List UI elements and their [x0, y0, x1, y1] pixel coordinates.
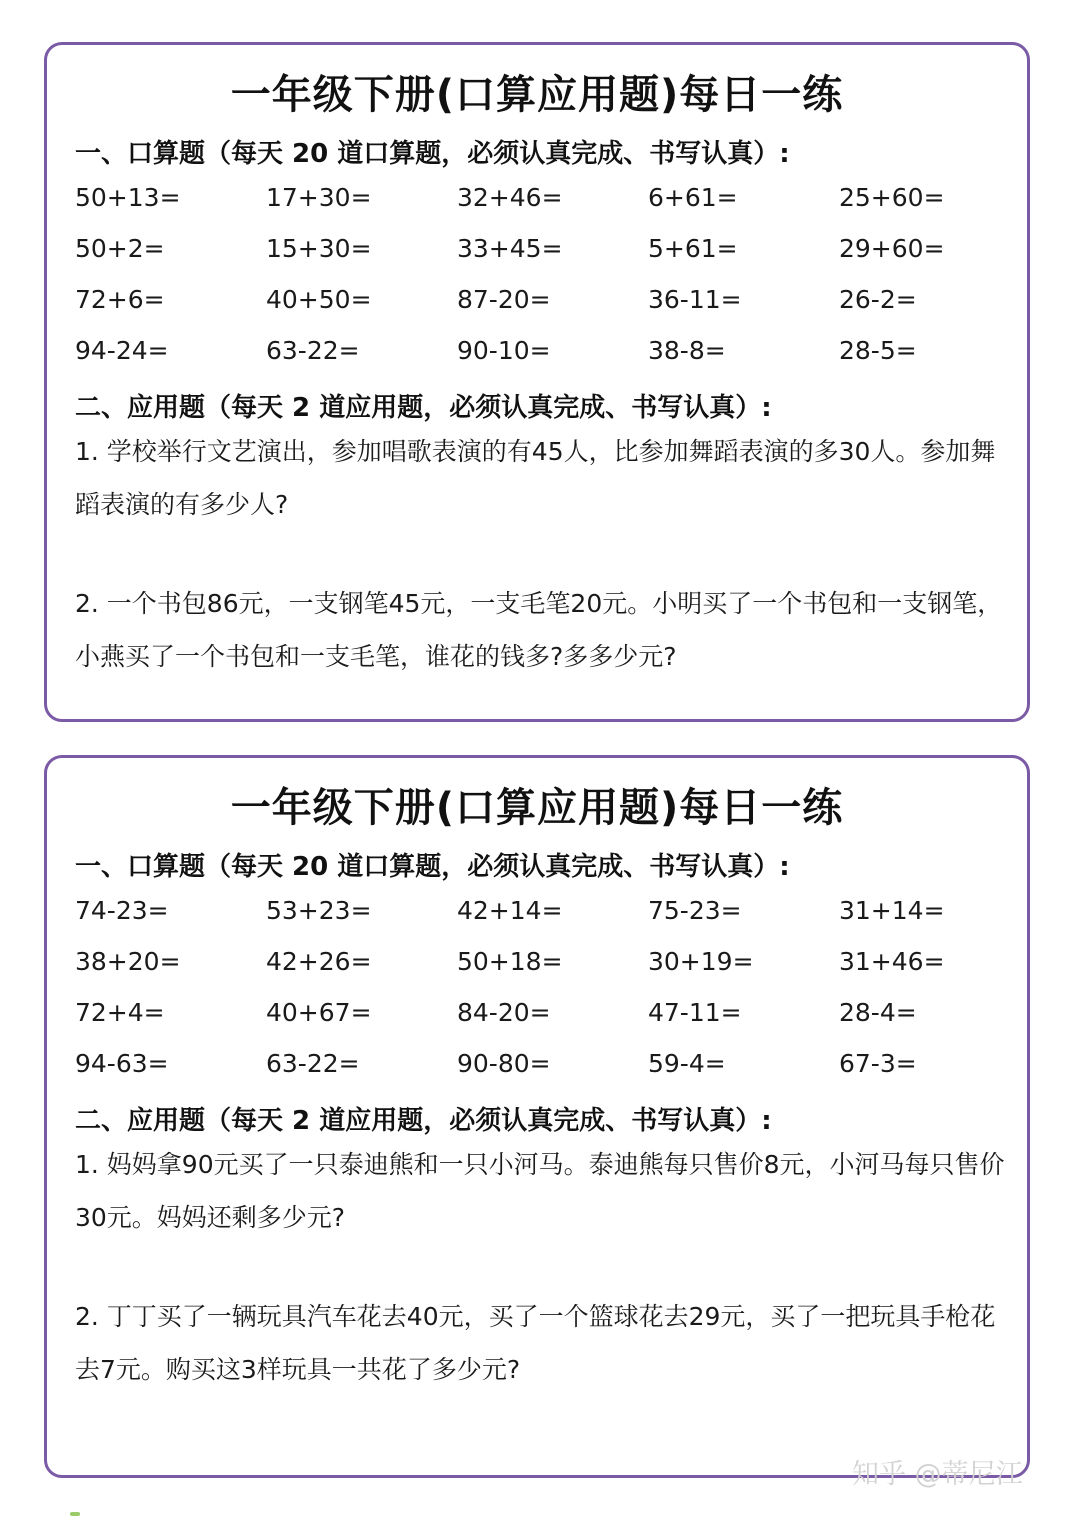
math-problem: 28-4= [839, 998, 917, 1027]
math-problem: 28-5= [839, 336, 917, 365]
math-problem: 59-4= [648, 1049, 726, 1078]
math-problem: 30+19= [648, 947, 754, 976]
math-problem: 50+2= [75, 234, 165, 263]
math-problem: 63-22= [266, 1049, 360, 1078]
math-problem: 40+50= [266, 285, 372, 314]
math-problem: 94-24= [75, 336, 169, 365]
math-problem: 50+18= [457, 947, 563, 976]
math-problem: 38+20= [75, 947, 181, 976]
math-problem: 26-2= [839, 285, 917, 314]
math-problem: 42+14= [457, 896, 563, 925]
math-problem: 31+14= [839, 896, 945, 925]
math-problem: 17+30= [266, 183, 372, 212]
watermark: 知乎 @蒂尼江 [852, 1459, 1023, 1490]
math-problem: 15+30= [266, 234, 372, 263]
section-heading-mental-math: 一、口算题（每天 20 道口算题，必须认真完成、书写认真）: [75, 852, 790, 882]
mental-math-grid [75, 896, 1035, 1100]
math-problem: 84-20= [457, 998, 551, 1027]
math-problem: 6+61= [648, 183, 738, 212]
math-problem: 36-11= [648, 285, 742, 314]
math-problem: 94-63= [75, 1049, 169, 1078]
word-problem-1: 1. 妈妈拿90元买了一只泰迪熊和一只小河马。泰迪熊每只售价8元，小河马每只售价30元。妈妈还剩多少元? [75, 1150, 1005, 1232]
math-problem: 63-22= [266, 336, 360, 365]
worksheet-card-2 [44, 755, 1030, 1478]
word-problem-2: 2. 一个书包86元，一支钢笔45元，一支毛笔20元。小明买了一个书包和一支钢笔，小燕买了一个书包和一支毛笔，谁花的钱多?多多少元? [75, 589, 1003, 671]
math-problem: 25+60= [839, 183, 945, 212]
math-problem: 47-11= [648, 998, 742, 1027]
word-problem-1: 1. 学校举行文艺演出，参加唱歌表演的有45人，比参加舞蹈表演的多30人。参加舞蹈表演的有多少人? [75, 437, 996, 519]
math-problem: 31+46= [839, 947, 945, 976]
math-problem: 72+4= [75, 998, 165, 1027]
worksheet-title: 一年级下册(口算应用题)每日一练 [230, 785, 844, 831]
math-problem: 40+67= [266, 998, 372, 1027]
math-problem: 90-10= [457, 336, 551, 365]
section-heading-word-problems: 二、应用题（每天 2 道应用题，必须认真完成、书写认真）: [75, 393, 772, 423]
math-problem: 72+6= [75, 285, 165, 314]
corner-mark [70, 1512, 80, 1516]
worksheet-card-1 [44, 42, 1030, 722]
math-problem: 33+45= [457, 234, 563, 263]
mental-math-grid [75, 183, 1035, 387]
math-problem: 50+13= [75, 183, 181, 212]
math-problem: 67-3= [839, 1049, 917, 1078]
math-problem: 29+60= [839, 234, 945, 263]
section-heading-word-problems: 二、应用题（每天 2 道应用题，必须认真完成、书写认真）: [75, 1106, 772, 1136]
math-problem: 38-8= [648, 336, 726, 365]
math-problem: 75-23= [648, 896, 742, 925]
word-problem-2: 2. 丁丁买了一辆玩具汽车花去40元，买了一个篮球花去29元，买了一把玩具手枪花去7元。购买这3样玩具一共花了多少元? [75, 1302, 996, 1384]
worksheet-title: 一年级下册(口算应用题)每日一练 [230, 72, 844, 118]
math-problem: 32+46= [457, 183, 563, 212]
math-problem: 87-20= [457, 285, 551, 314]
math-problem: 5+61= [648, 234, 738, 263]
math-problem: 53+23= [266, 896, 372, 925]
section-heading-mental-math: 一、口算题（每天 20 道口算题，必须认真完成、书写认真）: [75, 139, 790, 169]
math-problem: 74-23= [75, 896, 169, 925]
math-problem: 90-80= [457, 1049, 551, 1078]
math-problem: 42+26= [266, 947, 372, 976]
